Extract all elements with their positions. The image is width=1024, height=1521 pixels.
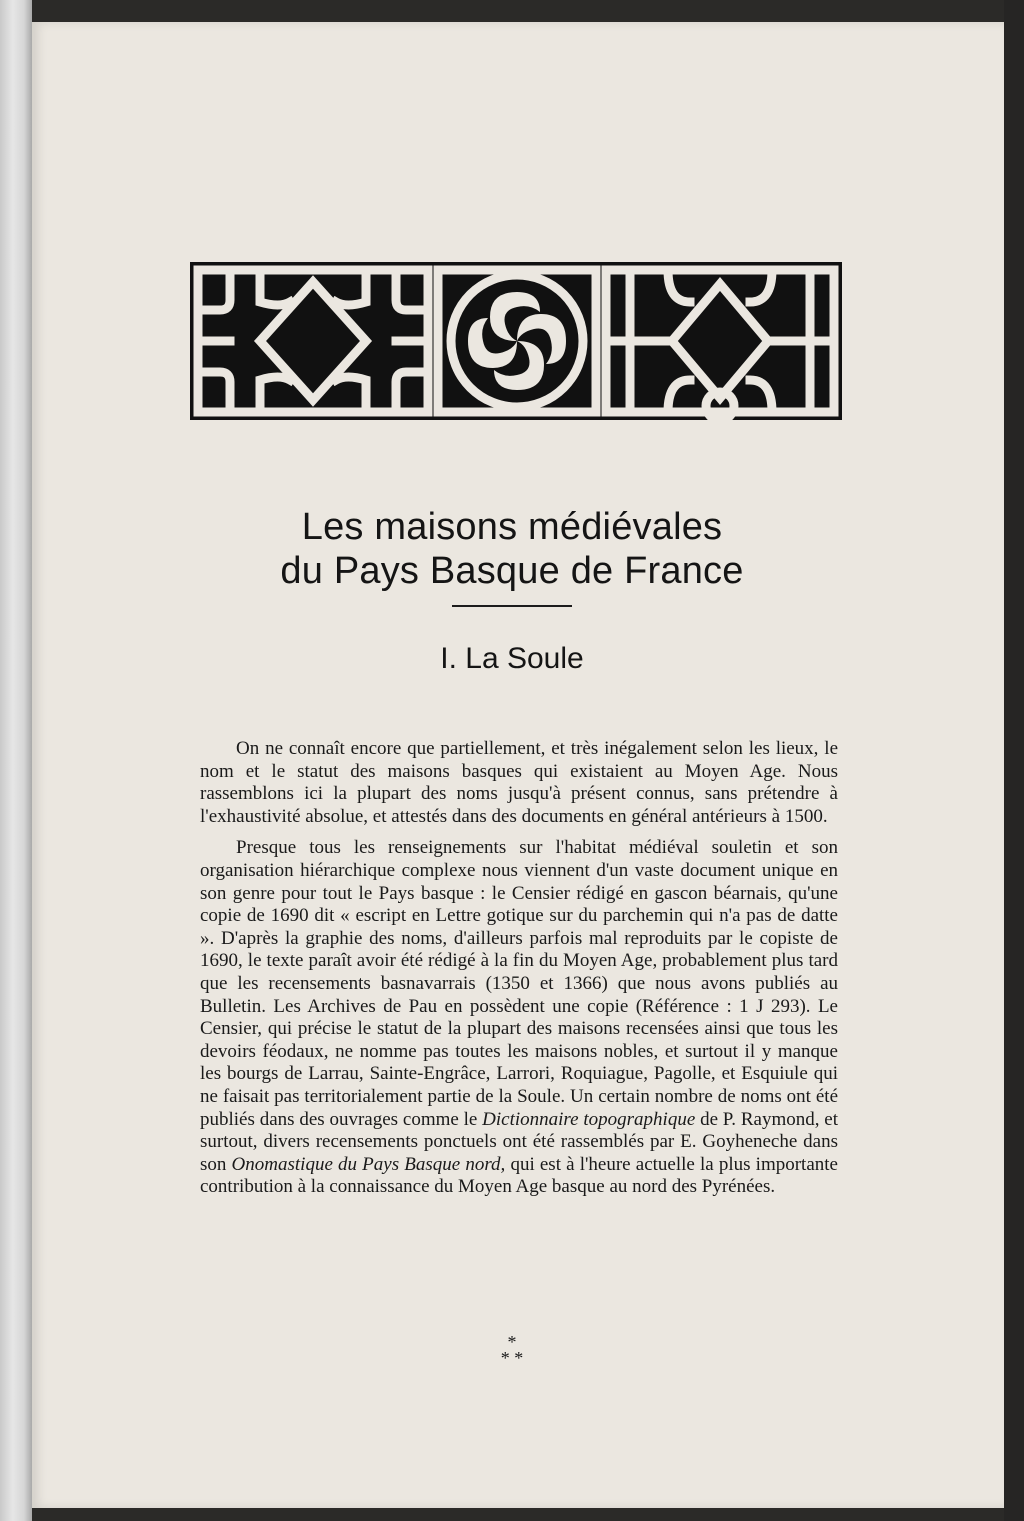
italic-reference-dictionnaire: Dictionnaire topographique bbox=[482, 1108, 696, 1130]
scan-border bbox=[1004, 0, 1024, 1521]
article-body bbox=[200, 738, 838, 1208]
paragraph-2-text-c: qui est à l'heure actuelle la plus importante contribution à la connaissance du Moyen Age basque au nord des Pyrénées. bbox=[200, 1153, 838, 1198]
paragraph-2-text-b: de P. Raymond, et surtout, divers recensements ponctuels ont été rassemblés par E. Goyheneche dans son bbox=[200, 1108, 838, 1175]
section-separator bbox=[32, 1334, 992, 1366]
separator-star-top: * bbox=[507, 1332, 517, 1352]
separator-stars-bottom: * * bbox=[500, 1348, 524, 1368]
title-line-1: Les maisons médiévales bbox=[301, 506, 723, 548]
paragraph-2-text-a: Presque tous les renseignements sur l'habitat médiéval souletin et son organisation hiérarchique complexe nous viennent d'un vaste document unique en son genre pour tout le Pays basque : le Censier rédigé en gascon béarnais, qu'une copie de 1690 dit « escript en Lettre gotique sur du parchemin qui n'a pas de datte ». D'après la graphie des noms, d'ailleurs parfois mal reproduits par le copiste de 1690, le texte paraît avoir été rédigé à la fin du Moyen Age, probablement plus tard que les recensements basnavarrais (1350 et 1366) que nous avons publiés au Bulletin. Les Archives de Pau en possèdent une copie (Référence : 1 J 293). Le Censier, qui précise le statut de la plupart des maisons recensées ainsi que tous les devoirs féodaux, ne nomme pas toutes les maisons nobles, et surtout il y manque les bourgs de Larrau, Sainte-Engrâce, Larrori, Roquiague, Pagolle, et Esquiule qui ne faisait pas territorialement partie de la Soule. Un certain nombre de noms ont été publiés dans des ouvrages comme le bbox=[200, 837, 838, 1130]
basque-ornament-banner bbox=[190, 262, 842, 420]
italic-reference-onomastique: Onomastique du Pays Basque nord, bbox=[231, 1153, 506, 1175]
title-line-2: du Pays Basque de France bbox=[280, 550, 744, 592]
title-divider bbox=[452, 605, 572, 607]
section-heading: I. La Soule bbox=[440, 642, 584, 675]
paragraph-1: On ne connaît encore que partiellement, et très inégalement selon les lieux, le nom et le statut des maisons basques qui existaient au Moyen Age. Nous rassemblons ici la plupart des noms jusqu'à présent connus, sans prétendre à l'exhaustivité absolue, et attestés dans des documents en général antérieurs à 1500. bbox=[200, 738, 838, 827]
paragraph-2 bbox=[200, 837, 838, 1199]
binding-spine bbox=[0, 0, 32, 1521]
